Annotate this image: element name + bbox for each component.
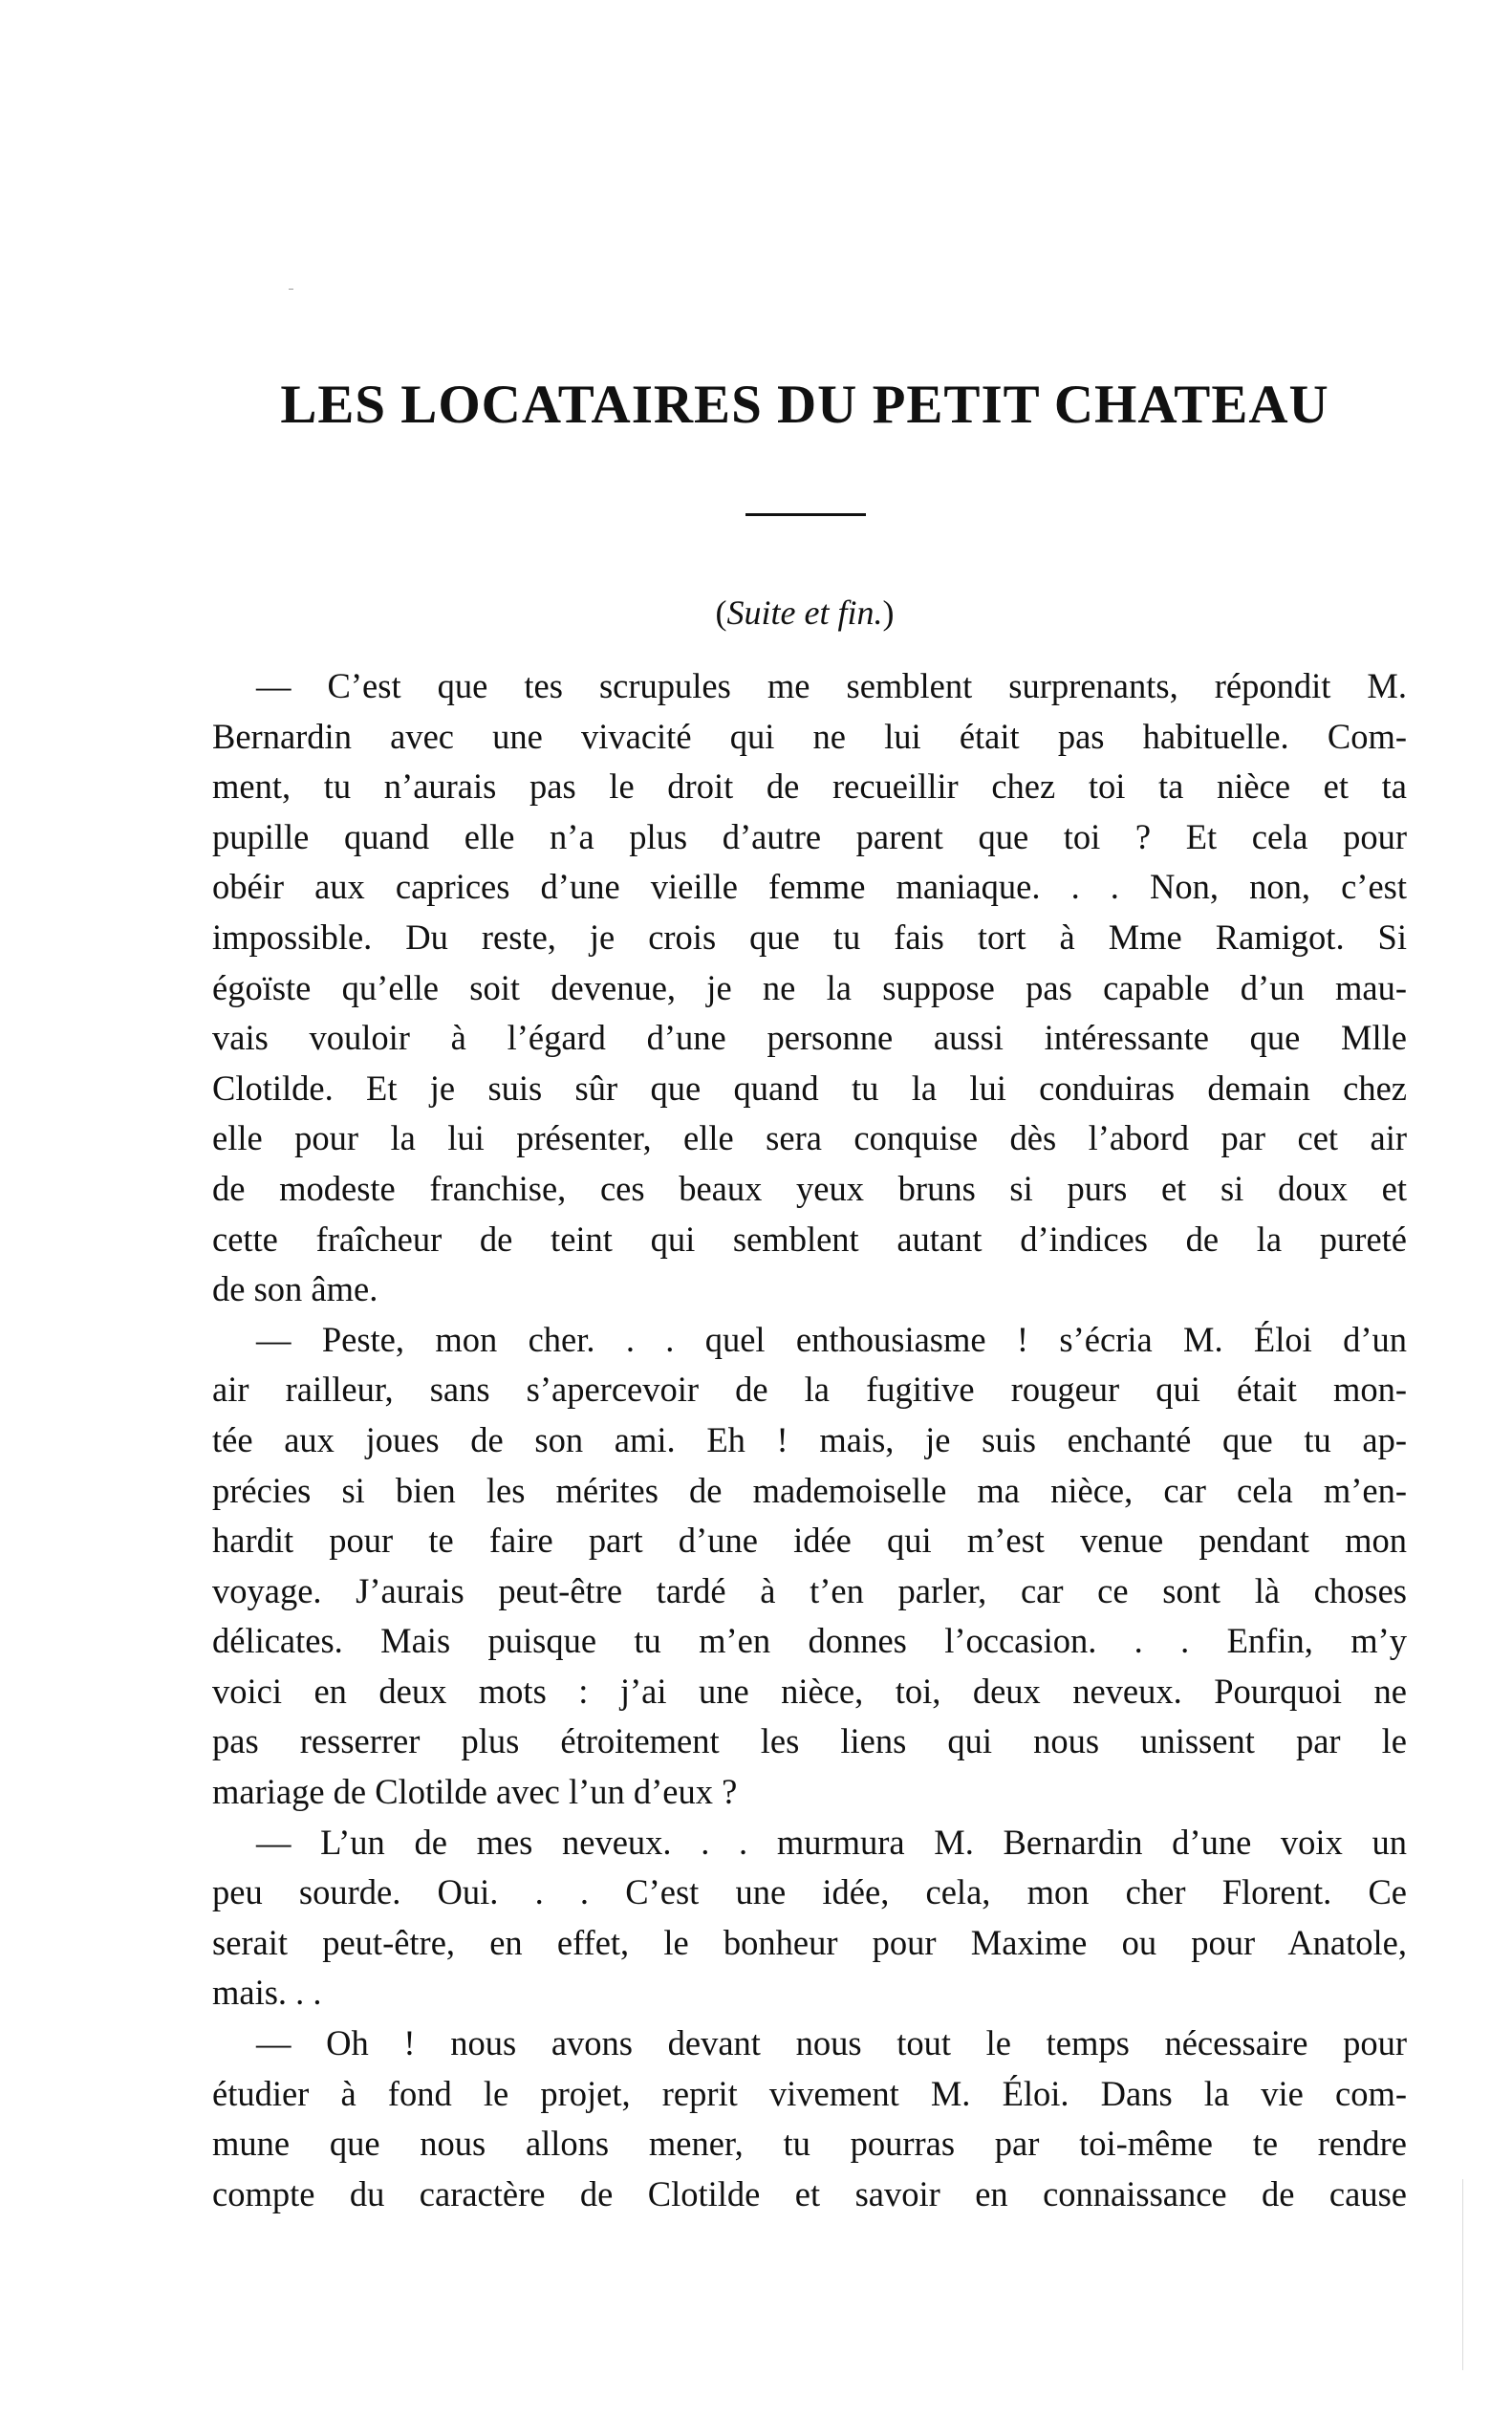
text-line: vais vouloir à l’égard d’une personne aussi intéressante que Mlle xyxy=(212,1018,1407,1058)
text-line: mais. . . xyxy=(212,1973,322,2013)
body-text xyxy=(212,661,1407,2219)
text-line: elle pour la lui présenter, elle sera conquise dès l’abord par cet air xyxy=(212,1118,1407,1158)
text-line: Clotilde. Et je suis sûr que quand tu la lui conduiras demain chez xyxy=(212,1068,1407,1108)
text-line: étudier à fond le projet, reprit vivement M. Éloi. Dans la vie com- xyxy=(212,2073,1407,2113)
text-line: mariage de Clotilde avec l’un d’eux ? xyxy=(212,1772,738,1812)
text-line: pupille quand elle n’a plus d’autre parent que toi ? Et cela pour xyxy=(212,816,1407,856)
stray-mark xyxy=(289,289,293,290)
text-line: de son âme. xyxy=(212,1269,378,1309)
text-line: tée aux joues de son ami. Eh ! mais, je suis enchanté que tu ap- xyxy=(212,1419,1407,1459)
scan-edge-mark xyxy=(1462,2179,1463,2370)
text-line: cette fraîcheur de teint qui semblent autant d’indices de la pureté xyxy=(212,1219,1407,1259)
text-line: impossible. Du reste, je crois que tu fais tort à Mme Ramigot. Si xyxy=(212,917,1407,957)
text-line: air railleur, sans s’apercevoir de la fugitive rougeur qui était mon- xyxy=(212,1370,1407,1410)
text-line: voyage. J’aurais peut-être tardé à t’en parler, car ce sont là choses xyxy=(212,1570,1407,1610)
subtitle-open-paren: ( xyxy=(715,594,727,632)
text-line: voici en deux mots : j’ai une nièce, toi, deux neveux. Pourquoi ne xyxy=(212,1671,1407,1711)
subtitle xyxy=(212,585,1397,640)
text-line: de modeste franchise, ces beaux yeux bruns si purs et si doux et xyxy=(212,1168,1407,1208)
text-line: obéir aux caprices d’une vieille femme maniaque. . . Non, non, c’est xyxy=(212,867,1407,907)
title-divider xyxy=(745,513,866,516)
subtitle-text: Suite et fin. xyxy=(726,594,883,632)
text-line: serait peut-être, en effet, le bonheur pour Maxime ou pour Anatole, xyxy=(212,1922,1407,1962)
text-line: pas resserrer plus étroitement les liens qui nous unissent par le xyxy=(212,1721,1407,1761)
text-line: — Peste, mon cher. . . quel enthousiasme ! s’écria M. Éloi d’un xyxy=(256,1319,1407,1359)
subtitle-close-paren: ) xyxy=(882,594,895,632)
text-line: hardit pour te faire part d’une idée qui m’est venue pendant mon xyxy=(212,1521,1407,1561)
text-line: — C’est que tes scrupules me semblent surprenants, répondit M. xyxy=(256,666,1407,705)
text-line: mune que nous allons mener, tu pourras par toi-même te rendre xyxy=(212,2124,1407,2164)
text-line: Bernardin avec une vivacité qui ne lui était pas habituelle. Com- xyxy=(212,716,1407,756)
chapter-title: LES LOCATAIRES DU PETIT CHATEAU xyxy=(280,375,1329,435)
text-line: ment, tu n’aurais pas le droit de recueillir chez toi ta nièce et ta xyxy=(212,766,1407,807)
text-line: compte du caractère de Clotilde et savoir en connaissance de cause xyxy=(212,2173,1407,2213)
text-line: peu sourde. Oui. . . C’est une idée, cela, mon cher Florent. Ce xyxy=(212,1872,1407,1912)
text-line: — Oh ! nous avons devant nous tout le temps nécessaire pour xyxy=(256,2023,1407,2063)
text-line: précies si bien les mérites de mademoiselle ma nièce, car cela m’en- xyxy=(212,1470,1407,1510)
text-line: délicates. Mais puisque tu m’en donnes l’occasion. . . Enfin, m’y xyxy=(212,1621,1407,1661)
text-line: — L’un de mes neveux. . . murmura M. Bernardin d’une voix un xyxy=(256,1822,1407,1862)
text-line: égoïste qu’elle soit devenue, je ne la suppose pas capable d’un mau- xyxy=(212,967,1407,1007)
